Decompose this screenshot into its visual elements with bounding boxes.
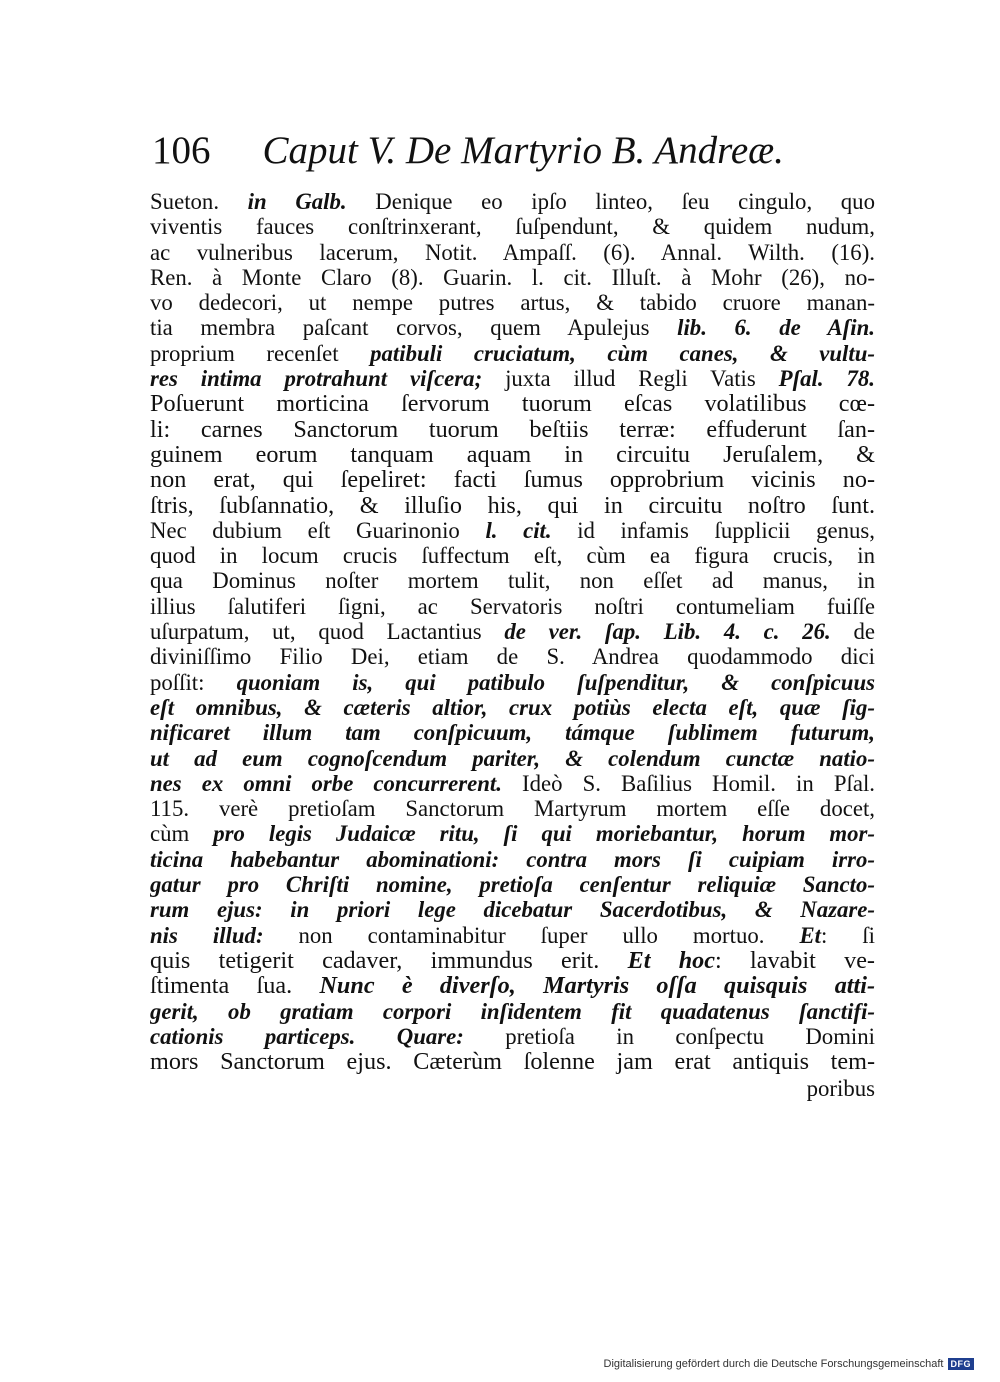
italic-text-span: patibuli cruciatum, cùm canes, & vultu-	[370, 340, 875, 366]
catchword: poribus	[806, 1076, 875, 1102]
text-line	[150, 467, 875, 492]
text-line	[150, 391, 875, 416]
text-line	[150, 746, 875, 771]
italic-text-span: ticina habebantur abominationi: contra mors ſi cuipiam irro-	[150, 846, 875, 872]
credit-text: Digitalisierung gefördert durch die Deutsche Forschungsgemeinschaft	[603, 1358, 944, 1370]
text-line	[150, 417, 875, 442]
text-line	[150, 1024, 875, 1049]
text-line	[150, 644, 875, 669]
italic-text-span: quoniam is, qui patibulo ſuſpenditur, & conſpicuus	[236, 669, 875, 695]
roman-text-span: uſurpatum, ut, quod Lactantius	[150, 619, 505, 645]
text-line	[150, 796, 875, 821]
roman-text-span: : lavabit ve-	[715, 947, 875, 974]
text-line	[150, 923, 875, 948]
italic-text-span: Et	[799, 922, 821, 948]
italic-text-span: ut ad eum cognoſcendum pariter, & colendum cunctæ natio-	[150, 745, 875, 771]
text-line	[150, 619, 875, 644]
italic-text-span: Et hoc	[627, 947, 716, 974]
roman-text-span: poſſit:	[150, 669, 237, 695]
text-line	[150, 872, 875, 897]
roman-text-span: mors Sanctorum ejus. Cæterùm ſolenne jam erat antiquis tem-	[150, 1049, 875, 1075]
text-line	[150, 518, 875, 543]
roman-text-span: de	[830, 619, 875, 645]
text-line	[150, 366, 875, 391]
roman-text-span: non contaminabitur ſuper ullo mortuo.	[263, 922, 800, 948]
roman-text-span: viventis fauces conſtrinxerant, ſuſpendunt, & quidem nudum,	[150, 214, 875, 240]
roman-text-span: juxta illud Regli Vatis	[482, 366, 779, 392]
roman-text-span: id infamis ſupplicii genus,	[551, 517, 875, 543]
roman-text-span: li: carnes Sanctorum tuorum beſtiis terræ: effuderunt ſan-	[150, 416, 875, 442]
italic-text-span: nes ex omni orbe concurrerent.	[150, 770, 502, 796]
roman-text-span: quis tetigerit cadaver, immundus erit.	[150, 947, 628, 974]
text-line	[150, 847, 875, 872]
text-line	[150, 315, 875, 340]
text-line	[150, 821, 875, 846]
italic-text-span: rum ejus: in priori lege dicebatur Sacerdotibus, & Nazare-	[150, 897, 875, 923]
text-line	[150, 1049, 875, 1074]
roman-text-span: 115. verè pretioſam Sanctorum Martyrum mortem eſſe docet,	[150, 796, 875, 822]
text-line	[150, 189, 875, 214]
roman-text-span: diviniſſimo Filio Dei, etiam de S. Andrea quodammodo dici	[150, 644, 875, 670]
text-line	[150, 897, 875, 922]
italic-text-span: Pſal. 78.	[778, 366, 875, 392]
text-line	[150, 442, 875, 467]
text-line	[150, 493, 875, 518]
roman-text-span: Sueton.	[150, 189, 248, 214]
italic-text-span: pro legis Judaicæ ritu, ſi qui moriebantur, horum mor-	[213, 821, 875, 847]
text-line	[150, 771, 875, 796]
roman-text-span: Ren. à Monte Claro (8). Guarin. l. cit. Illuſt. à Mohr (26), no-	[150, 264, 875, 290]
text-line	[150, 568, 875, 593]
italic-text-span: eſt omnibus, & cæteris altior, crux potiùs electa eſt, quæ ſig-	[150, 694, 875, 720]
text-line	[150, 695, 875, 720]
roman-text-span: pretioſa in conſpectu Domini	[463, 1023, 875, 1049]
roman-text-span: vo dedecori, ut nempe putres artus, & tabido cruore manan-	[150, 290, 875, 316]
text-line	[150, 214, 875, 239]
roman-text-span: proprium recenſet	[150, 340, 371, 366]
italic-text-span: gerit, ob gratiam corpori inſidentem fit quadatenus ſanctifi-	[150, 998, 875, 1024]
roman-text-span: cùm	[150, 821, 214, 847]
roman-text-span: ac vulneribus lacerum, Notit. Ampaſſ. (6). Annal. Wilth. (16).	[150, 239, 875, 265]
roman-text-span: non erat, qui ſepeliret: facti ſumus opprobrium vicinis no-	[150, 467, 875, 493]
text-line	[150, 720, 875, 745]
italic-text-span: in Galb.	[247, 189, 347, 214]
text-line	[150, 290, 875, 315]
roman-text-span: tia membra paſcant corvos, quem Apulejus	[150, 315, 678, 341]
roman-text-span: guinem eorum tanquam aquam in circuitu Jeruſalem, &	[150, 441, 875, 468]
roman-text-span: ſtimenta ſua.	[150, 973, 320, 999]
roman-text-span: Poſuerunt morticina ſervorum tuorum eſcas volatilibus cœ-	[150, 391, 875, 417]
italic-text-span: l. cit.	[485, 517, 552, 543]
italic-text-span: gatur pro Chriſti nomine, pretioſa cenſentur reliquiæ Sancto-	[150, 872, 875, 898]
italic-text-span: lib. 6. de Aſin.	[677, 315, 875, 341]
roman-text-span: Ideò S. Baſilius Homil. in Pſal.	[501, 770, 875, 796]
italic-text-span: nificaret illum tam conſpicuum, támque ſublimem futurum,	[150, 720, 875, 746]
text-line	[150, 341, 875, 366]
text-line	[150, 973, 875, 998]
roman-text-span: : ſi	[821, 922, 875, 948]
italic-text-span: nis illud:	[150, 922, 264, 948]
running-header	[152, 128, 832, 184]
text-line	[150, 240, 875, 265]
dfg-logo: DFG	[948, 1358, 975, 1370]
italic-text-span: de ver. ſap. Lib. 4. c. 26.	[504, 619, 831, 645]
text-line	[150, 543, 875, 568]
text-line	[150, 265, 875, 290]
roman-text-span: illius ſalutiferi ſigni, ac Servatoris noſtri contumeliam fuiſſe	[150, 593, 875, 619]
italic-text-span: cationis particeps. Quare:	[150, 1023, 464, 1049]
roman-text-span: ſtris, ſubſannatio, & illuſio his, qui in circuitu noſtro ſunt.	[150, 492, 875, 518]
body-text	[150, 189, 875, 1102]
text-line	[150, 999, 875, 1024]
text-line	[150, 594, 875, 619]
running-title: Caput V. De Martyrio B. Andreæ.	[262, 129, 784, 172]
italic-text-span: res intima protrahunt viſcera;	[150, 366, 483, 392]
page-number: 106	[152, 129, 211, 172]
text-line	[150, 948, 875, 973]
text-line	[150, 670, 875, 695]
italic-text-span: Nunc è diverſo, Martyris oſſa quisquis atti-	[319, 973, 875, 999]
roman-text-span: Nec dubium eſt Guarinonio	[150, 517, 486, 543]
roman-text-span: quod in locum crucis ſuffectum eſt, cùm ea figura crucis, in	[150, 543, 875, 569]
digitization-credit	[604, 1358, 974, 1370]
roman-text-span: Denique eo ipſo linteo, ſeu cingulo, quo	[346, 189, 875, 214]
roman-text-span: qua Dominus noſter mortem tulit, non eſſet ad manus, in	[150, 568, 875, 594]
